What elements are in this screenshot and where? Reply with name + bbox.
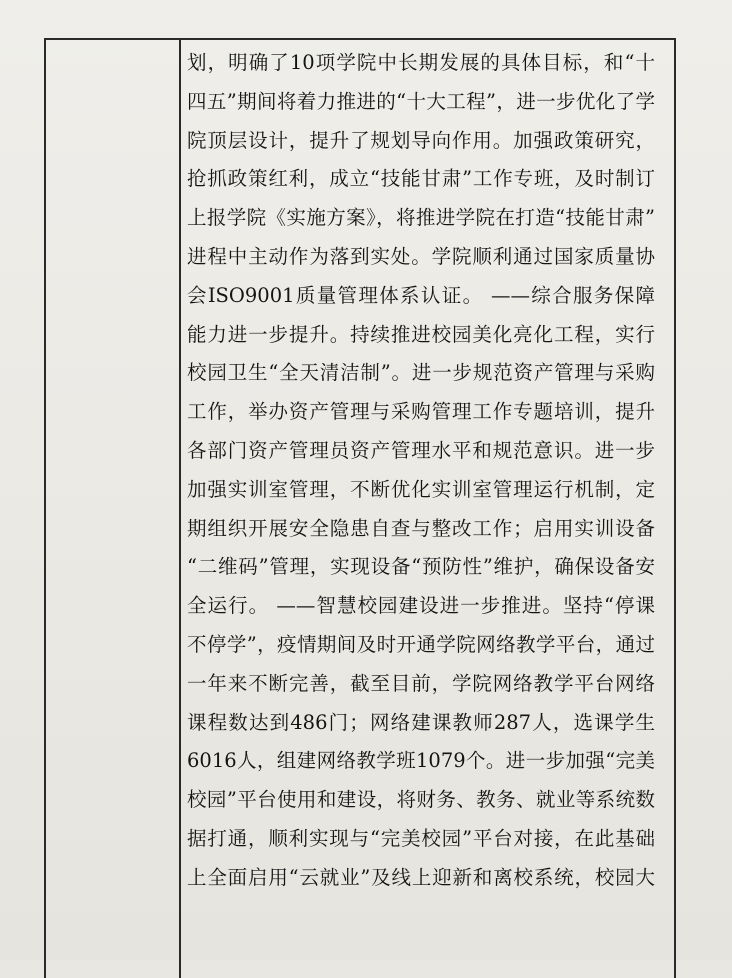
text-line-3: 院顶层设计，提升了规划导向作用。加强政策研究，	[187, 128, 655, 152]
text-line-7: 会ISO9001质量管理体系认证。 ——综合服务保障	[187, 283, 655, 307]
text-line-16: 不停学”，疫情期间及时开通学院网络教学平台，通过	[187, 632, 655, 656]
text-line-11: 各部门资产管理员资产管理水平和规范意识。进一步	[187, 438, 655, 462]
text-line-13: 期组织开展安全隐患自查与整改工作；启用实训设备	[187, 516, 655, 540]
text-line-10: 工作，举办资产管理与采购管理工作专题培训，提升	[187, 400, 655, 424]
text-line-9: 校园卫生“全天清洁制”。进一步规范资产管理与采购	[187, 361, 655, 385]
text-line-21: 据打通，顺利实现与“完美校园”平台对接，在此基础	[187, 826, 655, 850]
content-cell	[187, 44, 667, 898]
text-line-19: 6016人，组建网络教学班1079个。进一步加强“完美	[187, 749, 655, 773]
text-line-12: 加强实训室管理，不断优化实训室管理运行机制，定	[187, 477, 655, 501]
text-line-2: 四五”期间将着力推进的“十大工程”，进一步优化了学	[187, 89, 655, 113]
text-line-14: “二维码”管理，实现设备“预防性”维护，确保设备安	[187, 555, 655, 579]
text-line-22: 上全面启用“云就业”及线上迎新和离校系统，校园大	[187, 865, 655, 889]
empty-label-cell	[46, 40, 179, 960]
text-line-20: 校园”平台使用和建设，将财务、教务、就业等系统数	[187, 788, 655, 812]
text-line-5: 上报学院《实施方案》，将推进学院在打造“技能甘肃”	[187, 206, 655, 230]
text-line-1: 划，明确了10项学院中长期发展的具体目标，和“十	[187, 51, 655, 74]
text-line-15: 全运行。 ——智慧校园建设进一步推进。坚持“停课	[187, 594, 655, 618]
text-line-17: 一年来不断完善，截至目前，学院网络教学平台网络	[187, 671, 655, 695]
text-line-18: 课程数达到486门；网络建课教师287人，选课学生	[187, 710, 655, 734]
text-line-6: 进程中主动作为落到实处。学院顺利通过国家质量协	[187, 244, 655, 268]
text-line-8: 能力进一步提升。持续推进校园美化亮化工程，实行	[187, 322, 655, 346]
text-line-4: 抢抓政策红利，成立“技能甘肃”工作专班，及时制订	[187, 167, 655, 191]
column-divider	[179, 38, 181, 978]
